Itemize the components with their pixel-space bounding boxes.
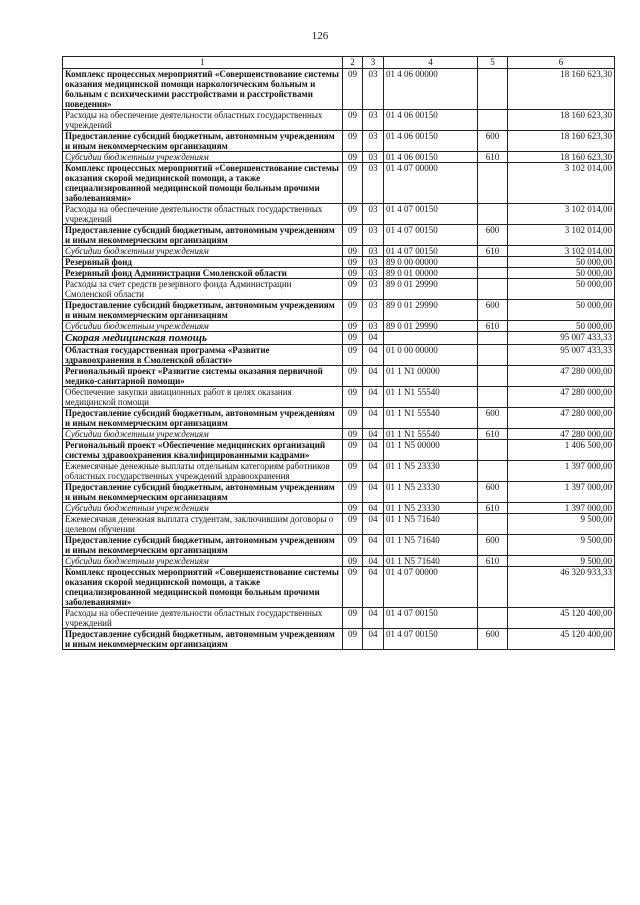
section-code: 09 (343, 556, 363, 567)
subsection-code: 04 (363, 332, 384, 345)
expense-type-code (478, 110, 508, 131)
row-name: Ежемесячные денежные выплаты отдельным категориям работников областных государственных учреждений здравоохранения (63, 461, 343, 482)
section-code: 09 (343, 535, 363, 556)
subsection-code: 03 (363, 246, 384, 257)
page-number: 126 (311, 30, 329, 42)
section-code: 09 (343, 257, 363, 268)
amount: 1 397 000,00 (508, 503, 615, 514)
table-row (63, 152, 615, 163)
subsection-code: 03 (363, 268, 384, 279)
amount: 3 102 014,00 (508, 204, 615, 225)
amount: 47 280 000,00 (508, 366, 615, 387)
table-row (63, 608, 615, 629)
expense-type-code (478, 279, 508, 300)
expense-type-code: 610 (478, 556, 508, 567)
subsection-code: 03 (363, 279, 384, 300)
expense-type-code (478, 345, 508, 366)
subsection-code: 04 (363, 408, 384, 429)
expense-type-code (478, 387, 508, 408)
table-row (63, 246, 615, 257)
row-name: Резервный фонд Администрации Смоленской области (63, 268, 343, 279)
subsection-code: 04 (363, 535, 384, 556)
expense-type-code: 610 (478, 246, 508, 257)
table-row (63, 321, 615, 332)
amount: 1 397 000,00 (508, 461, 615, 482)
expense-type-code: 600 (478, 482, 508, 503)
target-article-code: 01 4 07 00150 (384, 629, 478, 650)
amount: 18 160 623,30 (508, 131, 615, 152)
section-code: 09 (343, 131, 363, 152)
expense-type-code: 610 (478, 152, 508, 163)
budget-table-body (63, 69, 615, 650)
amount: 45 120 400,00 (508, 629, 615, 650)
amount: 1 406 500,00 (508, 440, 615, 461)
subsection-code: 04 (363, 503, 384, 514)
expense-type-code: 610 (478, 503, 508, 514)
row-name: Региональный проект «Обеспечение медицинских организаций системы здравоохранения квалифицированными кадрами» (63, 440, 343, 461)
amount: 50 000,00 (508, 268, 615, 279)
amount: 50 000,00 (508, 279, 615, 300)
row-name: Расходы на обеспечение деятельности областных государственных учреждений (63, 110, 343, 131)
expense-type-code (478, 332, 508, 345)
subsection-code: 03 (363, 69, 384, 110)
target-article-code: 89 0 01 29990 (384, 321, 478, 332)
expense-type-code (478, 163, 508, 204)
target-article-code: 01 4 07 00000 (384, 567, 478, 608)
subsection-code: 04 (363, 629, 384, 650)
subsection-code: 04 (363, 387, 384, 408)
expense-type-code (478, 567, 508, 608)
subsection-code: 04 (363, 429, 384, 440)
target-article-code: 01 1 N5 00000 (384, 440, 478, 461)
table-row (63, 535, 615, 556)
subsection-code: 04 (363, 345, 384, 366)
row-name: Ежемесячная денежная выплата студентам, заключившим договоры о целевом обучении (63, 514, 343, 535)
subsection-code: 04 (363, 440, 384, 461)
target-article-code: 01 1 N1 55540 (384, 408, 478, 429)
row-name: Субсидии бюджетным учреждениям (63, 152, 343, 163)
target-article-code: 89 0 01 29990 (384, 300, 478, 321)
target-article-code: 01 4 06 00150 (384, 131, 478, 152)
section-code: 09 (343, 204, 363, 225)
expense-type-code: 600 (478, 535, 508, 556)
expense-type-code (478, 514, 508, 535)
column-number: 5 (478, 57, 508, 69)
row-name: Областная государственная программа «Развитие здравоохранения в Смоленской области» (63, 345, 343, 366)
amount: 18 160 623,30 (508, 110, 615, 131)
amount: 3 102 014,00 (508, 163, 615, 204)
target-article-code: 89 0 00 00000 (384, 257, 478, 268)
section-code: 09 (343, 69, 363, 110)
subsection-code: 03 (363, 225, 384, 246)
amount: 95 007 433,33 (508, 332, 615, 345)
expense-type-code: 610 (478, 429, 508, 440)
row-name: Скорая медицинская помощь (63, 332, 343, 345)
column-number: 4 (384, 57, 478, 69)
subsection-code: 03 (363, 257, 384, 268)
subsection-code: 04 (363, 461, 384, 482)
target-article-code: 01 1 N5 23330 (384, 482, 478, 503)
subsection-code: 04 (363, 514, 384, 535)
table-row (63, 257, 615, 268)
section-code: 09 (343, 408, 363, 429)
table-row (63, 332, 615, 345)
section-code: 09 (343, 321, 363, 332)
section-code: 09 (343, 461, 363, 482)
section-code: 09 (343, 366, 363, 387)
row-name: Субсидии бюджетным учреждениям (63, 321, 343, 332)
row-name: Предоставление субсидий бюджетным, автономным учреждениям и иным некоммерческим организациям (63, 300, 343, 321)
budget-table (62, 56, 615, 650)
amount: 95 007 433,33 (508, 345, 615, 366)
target-article-code: 01 1 N1 55540 (384, 387, 478, 408)
row-name: Расходы на обеспечение деятельности областных государственных учреждений (63, 204, 343, 225)
section-code: 09 (343, 514, 363, 535)
section-code: 09 (343, 503, 363, 514)
amount: 50 000,00 (508, 257, 615, 268)
expense-type-code: 600 (478, 300, 508, 321)
section-code: 09 (343, 387, 363, 408)
table-row (63, 503, 615, 514)
target-article-code: 01 0 00 00000 (384, 345, 478, 366)
row-name: Обеспечение закупки авиационных работ в целях оказания медицинской помощи (63, 387, 343, 408)
row-name: Предоставление субсидий бюджетным, автономным учреждениям и иным некоммерческим организациям (63, 225, 343, 246)
row-name: Предоставление субсидий бюджетным, автономным учреждениям и иным некоммерческим организациям (63, 535, 343, 556)
expense-type-code: 600 (478, 225, 508, 246)
section-code: 09 (343, 608, 363, 629)
table-row (63, 300, 615, 321)
table-row (63, 556, 615, 567)
subsection-code: 03 (363, 131, 384, 152)
subsection-code: 03 (363, 163, 384, 204)
table-row (63, 514, 615, 535)
section-code: 09 (343, 246, 363, 257)
amount: 47 280 000,00 (508, 408, 615, 429)
table-row (63, 461, 615, 482)
section-code: 09 (343, 345, 363, 366)
row-name: Субсидии бюджетным учреждениям (63, 556, 343, 567)
amount: 47 280 000,00 (508, 387, 615, 408)
table-row (63, 629, 615, 650)
amount: 1 397 000,00 (508, 482, 615, 503)
section-code: 09 (343, 225, 363, 246)
subsection-code: 03 (363, 321, 384, 332)
table-row (63, 268, 615, 279)
amount: 18 160 623,30 (508, 69, 615, 110)
expense-type-code: 600 (478, 629, 508, 650)
expense-type-code (478, 366, 508, 387)
row-name: Субсидии бюджетным учреждениям (63, 246, 343, 257)
section-code: 09 (343, 268, 363, 279)
target-article-code: 01 4 07 00150 (384, 204, 478, 225)
row-name: Предоставление субсидий бюджетным, автономным учреждениям и иным некоммерческим организациям (63, 482, 343, 503)
table-row (63, 225, 615, 246)
row-name: Региональный проект «Развитие системы оказания первичной медико-санитарной помощи» (63, 366, 343, 387)
target-article-code: 01 4 07 00000 (384, 163, 478, 204)
table-row (63, 440, 615, 461)
expense-type-code (478, 257, 508, 268)
expense-type-code (478, 204, 508, 225)
column-number-row (63, 57, 615, 69)
expense-type-code (478, 440, 508, 461)
subsection-code: 04 (363, 556, 384, 567)
expense-type-code: 610 (478, 321, 508, 332)
amount: 9 500,00 (508, 535, 615, 556)
subsection-code: 04 (363, 366, 384, 387)
expense-type-code (478, 268, 508, 279)
section-code: 09 (343, 163, 363, 204)
amount: 9 500,00 (508, 514, 615, 535)
row-name: Комплекс процессных мероприятий «Совершенствование системы оказания скорой медицинской помощи, а также специализированной медицинской помощи больным прочими заболеваниями» (63, 567, 343, 608)
subsection-code: 04 (363, 608, 384, 629)
table-row (63, 163, 615, 204)
row-name: Расходы на обеспечение деятельности областных государственных учреждений (63, 608, 343, 629)
table-row (63, 429, 615, 440)
section-code: 09 (343, 300, 363, 321)
amount: 45 120 400,00 (508, 608, 615, 629)
amount: 47 280 000,00 (508, 429, 615, 440)
table-row (63, 345, 615, 366)
table-row (63, 204, 615, 225)
amount: 46 320 933,33 (508, 567, 615, 608)
target-article-code: 01 1 N5 71640 (384, 556, 478, 567)
target-article-code: 89 0 01 29990 (384, 279, 478, 300)
expense-type-code (478, 608, 508, 629)
section-code: 09 (343, 429, 363, 440)
row-name: Расходы за счет средств резервного фонда Администрации Смоленской области (63, 279, 343, 300)
row-name: Субсидии бюджетным учреждениям (63, 503, 343, 514)
amount: 3 102 014,00 (508, 225, 615, 246)
target-article-code: 01 4 07 00150 (384, 225, 478, 246)
row-name: Предоставление субсидий бюджетным, автономным учреждениям и иным некоммерческим организациям (63, 629, 343, 650)
table-row (63, 387, 615, 408)
table-row (63, 69, 615, 110)
row-name: Субсидии бюджетным учреждениям (63, 429, 343, 440)
amount: 9 500,00 (508, 556, 615, 567)
section-code: 09 (343, 332, 363, 345)
table-row (63, 131, 615, 152)
column-number: 6 (508, 57, 615, 69)
target-article-code: 01 4 07 00150 (384, 608, 478, 629)
table-row (63, 482, 615, 503)
section-code: 09 (343, 440, 363, 461)
target-article-code: 01 1 N5 23330 (384, 503, 478, 514)
expense-type-code: 600 (478, 131, 508, 152)
section-code: 09 (343, 279, 363, 300)
target-article-code: 01 1 N5 23330 (384, 461, 478, 482)
subsection-code: 04 (363, 567, 384, 608)
table-row (63, 110, 615, 131)
column-number: 1 (63, 57, 343, 69)
table-row (63, 366, 615, 387)
target-article-code (384, 332, 478, 345)
table-row (63, 408, 615, 429)
amount: 3 102 014,00 (508, 246, 615, 257)
target-article-code: 01 4 06 00000 (384, 69, 478, 110)
section-code: 09 (343, 110, 363, 131)
section-code: 09 (343, 152, 363, 163)
subsection-code: 03 (363, 152, 384, 163)
section-code: 09 (343, 629, 363, 650)
target-article-code: 01 4 06 00150 (384, 152, 478, 163)
expense-type-code (478, 69, 508, 110)
subsection-code: 04 (363, 482, 384, 503)
target-article-code: 01 1 N1 55540 (384, 429, 478, 440)
target-article-code: 01 4 07 00150 (384, 246, 478, 257)
column-number: 2 (343, 57, 363, 69)
target-article-code: 89 0 01 00000 (384, 268, 478, 279)
row-name: Комплекс процессных мероприятий «Совершенствование системы оказания скорой медицинской помощи, а также специализированной медицинской помощи больным прочими заболеваниями» (63, 163, 343, 204)
row-name: Предоставление субсидий бюджетным, автономным учреждениям и иным некоммерческим организациям (63, 408, 343, 429)
row-name: Резервный фонд (63, 257, 343, 268)
subsection-code: 03 (363, 300, 384, 321)
section-code: 09 (343, 482, 363, 503)
subsection-code: 03 (363, 204, 384, 225)
expense-type-code: 600 (478, 408, 508, 429)
amount: 50 000,00 (508, 300, 615, 321)
target-article-code: 01 4 06 00150 (384, 110, 478, 131)
target-article-code: 01 1 N5 71640 (384, 535, 478, 556)
target-article-code: 01 1 N5 71640 (384, 514, 478, 535)
row-name: Комплекс процессных мероприятий «Совершенствование системы оказания медицинской помощи наркологическим больным и больным с психическими расстройствами и расстройствами поведения» (63, 69, 343, 110)
amount: 18 160 623,30 (508, 152, 615, 163)
amount: 50 000,00 (508, 321, 615, 332)
row-name: Предоставление субсидий бюджетным, автономным учреждениям и иным некоммерческим организациям (63, 131, 343, 152)
section-code: 09 (343, 567, 363, 608)
expense-type-code (478, 461, 508, 482)
target-article-code: 01 1 N1 00000 (384, 366, 478, 387)
subsection-code: 03 (363, 110, 384, 131)
table-row (63, 567, 615, 608)
column-number: 3 (363, 57, 384, 69)
table-row (63, 279, 615, 300)
